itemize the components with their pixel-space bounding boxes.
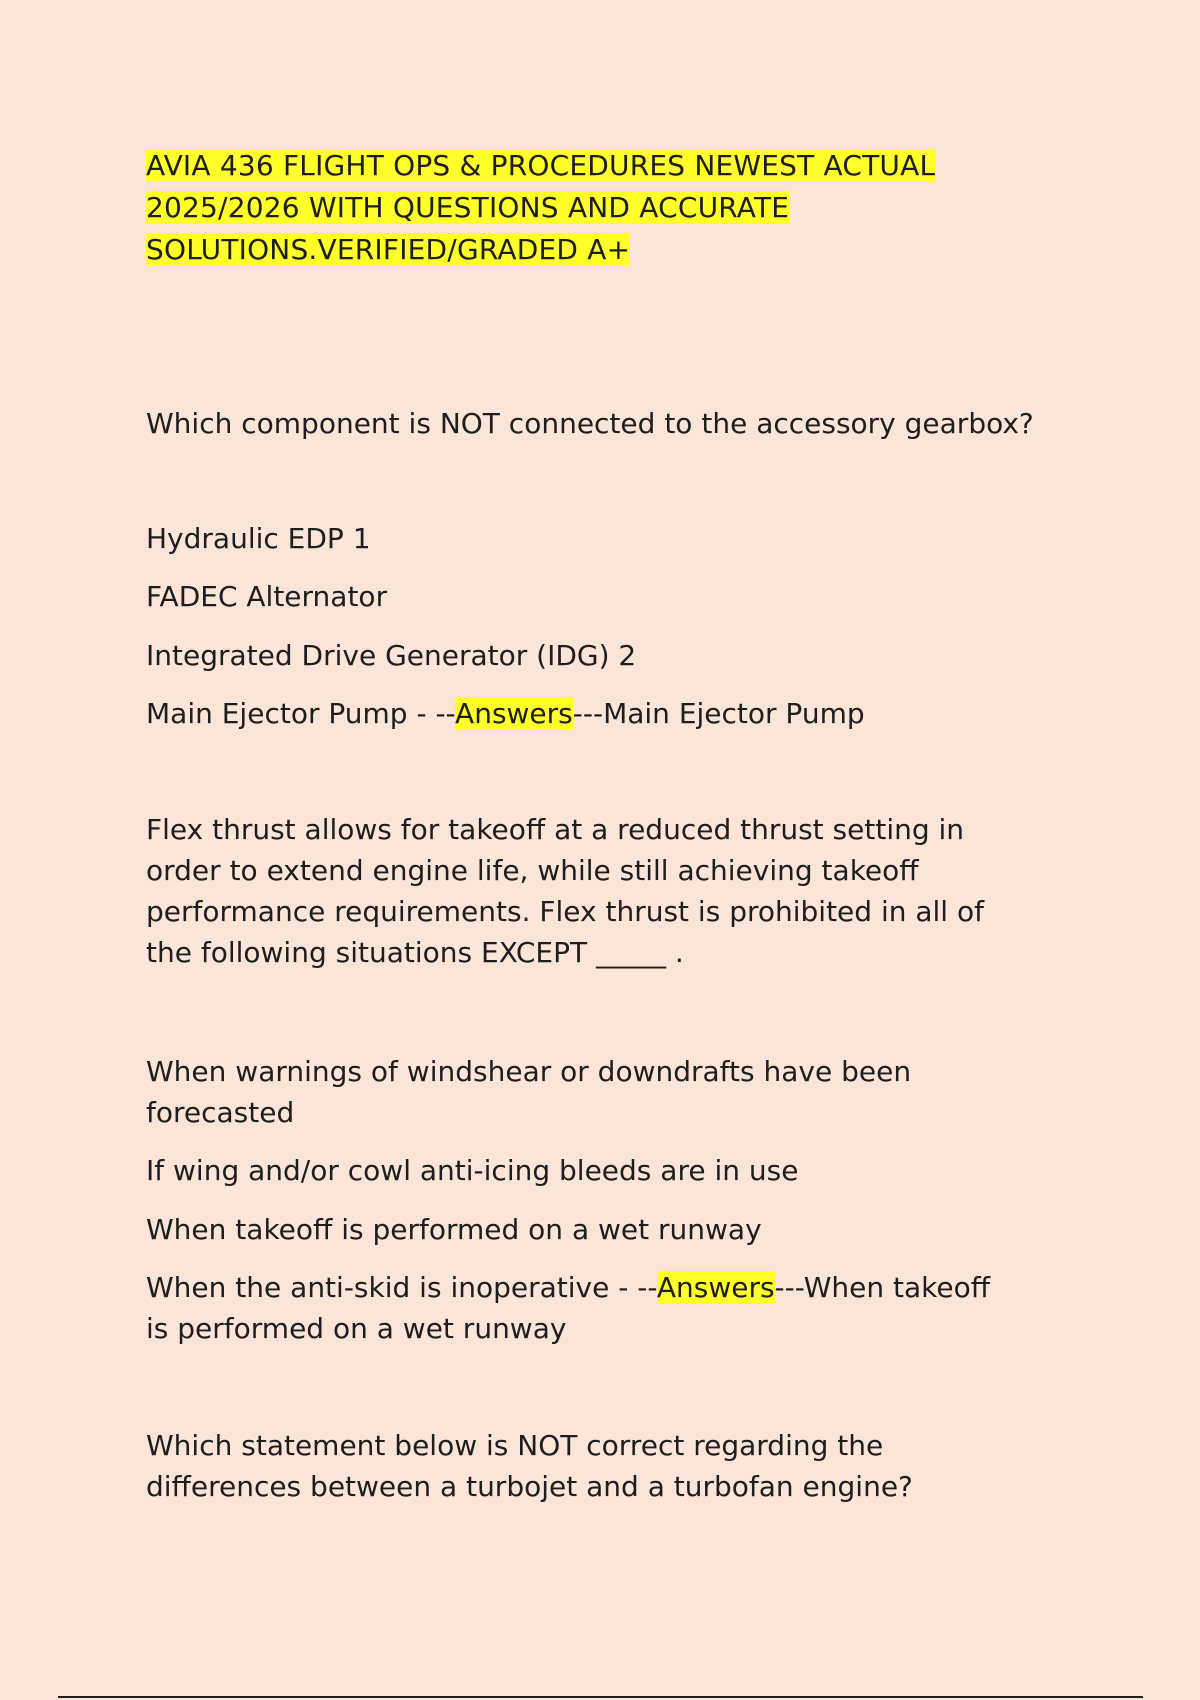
question-1-option-1: Hydraulic EDP 1 bbox=[146, 522, 371, 555]
question-1-text bbox=[146, 403, 1076, 444]
question-1-option-4-with-answer bbox=[146, 693, 1076, 734]
question-3-text bbox=[146, 1425, 1076, 1507]
answers-label-2: Answers bbox=[656, 1271, 775, 1304]
question-2-answer-line-2: is performed on a wet runway bbox=[146, 1312, 567, 1345]
question-1-option-4-text: Main Ejector Pump - -- bbox=[146, 697, 456, 730]
question-1-prompt: Which component is NOT connected to the accessory gearbox? bbox=[146, 407, 1034, 440]
question-2-text bbox=[146, 809, 1076, 973]
document-title bbox=[146, 145, 1026, 271]
question-1-option-3: Integrated Drive Generator (IDG) 2 bbox=[146, 639, 637, 672]
answers-label-1: Answers bbox=[455, 697, 573, 730]
question-1-option-2: FADEC Alternator bbox=[146, 580, 388, 613]
page-bottom-rule bbox=[58, 1696, 1143, 1698]
question-2-answer-line-1: ---When takeoff bbox=[774, 1271, 991, 1304]
question-2-option-2: If wing and/or cowl anti-icing bleeds are in use bbox=[146, 1154, 799, 1187]
question-1-answer: ---Main Ejector Pump bbox=[572, 697, 865, 730]
title-line-3: SOLUTIONS.VERIFIED/GRADED A+ bbox=[146, 233, 631, 266]
title-line-2: 2025/2026 WITH QUESTIONS AND ACCURATE bbox=[146, 191, 790, 224]
question-2-option-4-with-answer bbox=[146, 1267, 1076, 1349]
question-2-option-1: When warnings of windshear or downdrafts have been forecasted bbox=[146, 1055, 912, 1129]
title-line-1: AVIA 436 FLIGHT OPS & PROCEDURES NEWEST ACTUAL bbox=[146, 149, 936, 182]
question-3-prompt: Which statement below is NOT correct regarding the differences between a turbojet and a turbofan engine? bbox=[146, 1429, 913, 1503]
question-2-option-4-text: When the anti-skid is inoperative - -- bbox=[146, 1271, 657, 1304]
question-2-prompt: Flex thrust allows for takeoff at a reduced thrust setting in order to extend engine life, while still achieving takeoff performance requirements. Flex thrust is prohibited in all of the following situations EXCEPT _____ . bbox=[146, 813, 984, 969]
question-2-option-3: When takeoff is performed on a wet runway bbox=[146, 1213, 762, 1246]
